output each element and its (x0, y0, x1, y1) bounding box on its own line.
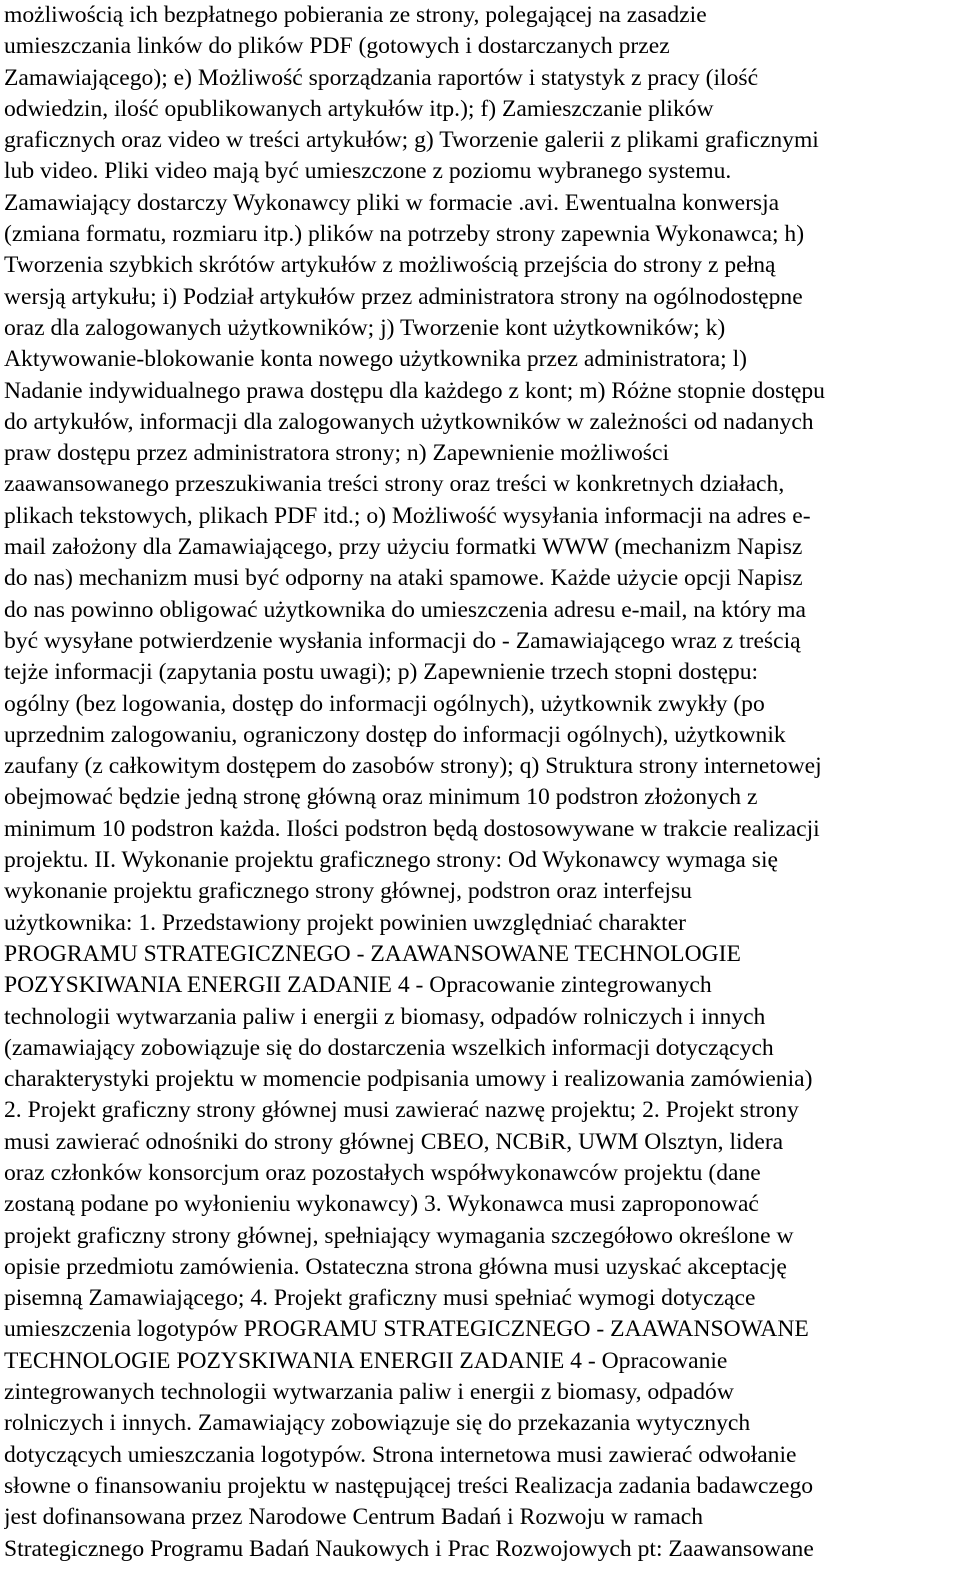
text-line: uprzednim zalogowaniu, ograniczony dostęp do informacji ogólnych), użytkownik (4, 721, 786, 748)
text-line: Aktywowanie-blokowanie konta nowego użytkownika przez administratora; l) (4, 346, 747, 373)
text-line: zaufany (z całkowitym dostępem do zasobów strony); q) Struktura strony internetowej (4, 753, 822, 780)
text-line: umieszczenia logotypów PROGRAMU STRATEGICZNEGO - ZAAWANSOWANE (4, 1316, 809, 1343)
text-line: graficznych oraz video w treści artykułów; g) Tworzenie galerii z plikami graficznymi (4, 127, 819, 154)
text-line: POZYSKIWANIA ENERGII ZADANIE 4 - Opracowanie zintegrowanych (4, 972, 712, 999)
text-line: Strategicznego Programu Badań Naukowych i Prac Rozwojowych pt: Zaawansowane (4, 1535, 814, 1562)
text-line: być wysyłane potwierdzenie wysłania informacji do - Zamawiającego wraz z treścią (4, 627, 801, 654)
text-line: słowne o finansowaniu projektu w następującej treści Realizacja zadania badawczego (4, 1472, 814, 1499)
text-line: do artykułów, informacji dla zalogowanych użytkowników w zależności od nadanych (4, 408, 814, 435)
text-line: użytkownika: 1. Przedstawiony projekt powinien uwzględniać charakter (4, 909, 687, 936)
text-line: odwiedzin, ilość opublikowanych artykułów itp.); f) Zamieszczanie plików (4, 95, 714, 122)
text-line: charakterystyki projektu w momencie podpisania umowy i realizowania zamówienia) (4, 1066, 813, 1093)
text-line: projekt graficzny strony głównej, spełniający wymagania szczegółowo określone w (4, 1222, 794, 1249)
text-line: mail założony dla Zamawiającego, przy użyciu formatki WWW (mechanizm Napisz (4, 534, 803, 561)
text-line: projektu. II. Wykonanie projektu graficznego strony: Od Wykonawcy wymaga się (4, 847, 779, 874)
text-line: (zmiana formatu, rozmiaru itp.) plików na potrzeby strony zapewnia Wykonawca; h) (4, 221, 805, 248)
text-line: Zamawiający dostarczy Wykonawcy pliki w formacie .avi. Ewentualna konwersja (4, 189, 780, 216)
text-line: oraz dla zalogowanych użytkowników; j) Tworzenie kont użytkowników; k) (4, 314, 726, 341)
text-line: technologii wytwarzania paliw i energii z biomasy, odpadów rolniczych i innych (4, 1003, 766, 1030)
text-line: zaawansowanego przeszukiwania treści strony oraz treści w konkretnych działach, (4, 471, 785, 498)
text-line: oraz członków konsorcjum oraz pozostałych współwykonawców projektu (dane (4, 1159, 761, 1186)
text-line: dotyczących umieszczania logotypów. Strona internetowa musi zawierać odwołanie (4, 1441, 797, 1468)
text-line: minimum 10 podstron każda. Ilości podstron będą dostosowywane w trakcie realizacji (4, 815, 820, 842)
text-line: tejże informacji (zapytania postu uwagi); p) Zapewnienie trzech stopni dostępu: (4, 659, 759, 686)
text-line: obejmować będzie jedną stronę główną oraz minimum 10 podstron złożonych z (4, 784, 758, 811)
text-line: do nas powinno obligować użytkownika do umieszczenia adresu e-mail, na który ma (4, 596, 806, 623)
text-line: lub video. Pliki video mają być umieszczone z poziomu wybranego systemu. (4, 158, 732, 185)
text-line: praw dostępu przez administratora strony; n) Zapewnienie możliwości (4, 440, 670, 467)
text-line: (zamawiający zobowiązuje się do dostarczenia wszelkich informacji dotyczących (4, 1034, 774, 1061)
text-line: ogólny (bez logowania, dostęp do informacji ogólnych), użytkownik zwykły (po (4, 690, 765, 717)
document-page (4, 0, 956, 1565)
text-line: jest dofinansowana przez Narodowe Centrum Badań i Rozwoju w ramach (4, 1504, 704, 1531)
text-line: Zamawiającego); e) Możliwość sporządzania raportów i statystyk z pracy (ilość (4, 64, 759, 91)
text-line: zostaną podane po wyłonieniu wykonawcy) 3. Wykonawca musi zaproponować (4, 1191, 759, 1218)
text-line: Tworzenia szybkich skrótów artykułów z możliwością przejścia do strony z pełną (4, 252, 776, 279)
text-line: wersją artykułu; i) Podział artykułów przez administratora strony na ogólnodostępne (4, 283, 803, 310)
text-line: umieszczania linków do plików PDF (gotowych i dostarczanych przez (4, 33, 670, 60)
text-line: pisemną Zamawiającego; 4. Projekt graficzny musi spełniać wymogi dotyczące (4, 1285, 756, 1312)
text-line: możliwością ich bezpłatnego pobierania ze strony, polegającej na zasadzie (4, 2, 707, 28)
text-line: zintegrowanych technologii wytwarzania paliw i energii z biomasy, odpadów (4, 1379, 734, 1406)
text-line: rolniczych i innych. Zamawiający zobowiązuje się do przekazania wytycznych (4, 1410, 751, 1437)
text-line: opisie przedmiotu zamówienia. Ostateczna strona główna musi uzyskać akceptację (4, 1253, 787, 1280)
text-line: 2. Projekt graficzny strony głównej musi zawierać nazwę projektu; 2. Projekt strony (4, 1097, 799, 1124)
text-line: plikach tekstowych, plikach PDF itd.; o) Możliwość wysyłania informacji na adres e- (4, 502, 811, 529)
text-line: Nadanie indywidualnego prawa dostępu dla każdego z kont; m) Różne stopnie dostępu (4, 377, 825, 404)
text-line: do nas) mechanizm musi być odporny na ataki spamowe. Każde użycie opcji Napisz (4, 565, 803, 592)
text-line: TECHNOLOGIE POZYSKIWANIA ENERGII ZADANIE 4 - Opracowanie (4, 1347, 728, 1374)
text-line: wykonanie projektu graficznego strony głównej, podstron oraz interfejsu (4, 878, 692, 905)
text-line: PROGRAMU STRATEGICZNEGO - ZAAWANSOWANE TECHNOLOGIE (4, 940, 741, 967)
text-line: musi zawierać odnośniki do strony głównej CBEO, NCBiR, UWM Olsztyn, lidera (4, 1128, 784, 1155)
